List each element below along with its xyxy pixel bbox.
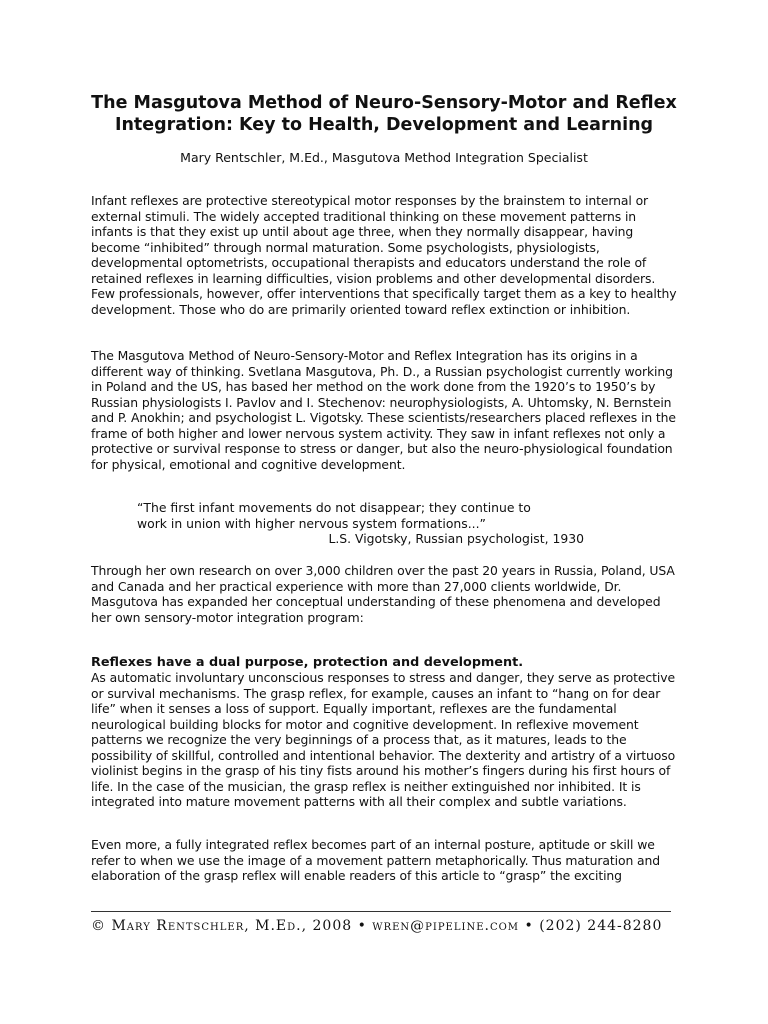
quote-attribution: L.S. Vigotsky, Russian psychologist, 1930 bbox=[328, 531, 584, 546]
title-line-1: The Masgutova Method of Neuro-Sensory-Motor and Reflex bbox=[91, 93, 677, 113]
author-line: Mary Rentschler, M.Ed., Masgutova Method Integration Specialist bbox=[180, 150, 588, 165]
block-quote bbox=[137, 500, 597, 547]
document-title bbox=[60, 92, 708, 136]
paragraph-1: Infant reflexes are protective stereotypical motor responses by the brainstem to internal or external stimuli. The widely accepted traditional thinking on these movement patterns in infants is that they exist up until about age three, when they normally disappear, having become “inhibited” through normal maturation. Some psychologists, physiologists, developmental optometrists, occupational therapists and educators understand the role of retained reflexes in learning difficulties, vision problems and other developmental disorders. Few professionals, however, offer interventions that specifically target them as a key to healthy development. Those who do are primarily oriented toward reflex extinction or inhibition. bbox=[91, 193, 677, 317]
title-line-2: Integration: Key to Health, Development and Learning bbox=[114, 115, 654, 135]
paragraph-3: Through her own research on over 3,000 children over the past 20 years in Russia, Poland, USA and Canada and her practical experience with more than 27,000 clients worldwide, Dr. Masgutova has expanded her conceptual understanding of these phenomena and developed her own sensory-motor integration program: bbox=[91, 563, 675, 625]
quote-line-2: work in union with higher nervous system formations...” bbox=[137, 515, 486, 531]
paragraph-5: Even more, a fully integrated reflex becomes part of an internal posture, aptitude or skill we refer to when we use the image of a movement pattern metaphorically. Thus maturation and elaboration of the grasp reflex will enable readers of this article to “grasp” the exciting bbox=[91, 837, 661, 883]
quote-line-1: “The first infant movements do not disappear; they continue to bbox=[137, 500, 531, 515]
footer-copyright: © Mary Rentschler, M.Ed., 2008 • wren@pipeline.com • (202) 244-8280 bbox=[91, 918, 663, 934]
footer-rule bbox=[91, 911, 671, 912]
paragraph-4: As automatic involuntary unconscious responses to stress and danger, they serve as protective or survival mechanisms. The grasp reflex, for example, causes an infant to “hang on for dear life” when it senses a loss of support. Equally important, reflexes are the fundamental neurological building blocks for motor and cognitive development. In reflexive movement patterns we recognize the very beginnings of a process that, as it matures, leads to the possibility of skillful, controlled and intentional behavior. The dexterity and artistry of a virtuoso violinist begins in the grasp of his tiny fists around his mother’s fingers during his first hours of life. In the case of the musician, the grasp reflex is neither extinguished nor inhibited. It is integrated into mature movement patterns with all their complex and subtle variations. bbox=[91, 670, 676, 809]
section-heading: Reflexes have a dual purpose, protection and development. bbox=[91, 655, 524, 670]
paragraph-2: The Masgutova Method of Neuro-Sensory-Motor and Reflex Integration has its origins in a different way of thinking. Svetlana Masgutova, Ph. D., a Russian psychologist currently working in Poland and the US, has based her method on the work done from the 1920’s to 1950’s by Russian physiologists I. Pavlov and I. Stechenov: neurophysiologists, A. Uhtomsky, N. Bernstein and P. Anokhin; and psychologist L. Vigotsky. These scientists/researchers placed reflexes in the frame of both higher and lower nervous system activity. They saw in infant reflexes not only a protective or survival response to stress or danger, but also the neuro-physiological foundation for physical, emotional and cognitive development. bbox=[91, 348, 676, 472]
